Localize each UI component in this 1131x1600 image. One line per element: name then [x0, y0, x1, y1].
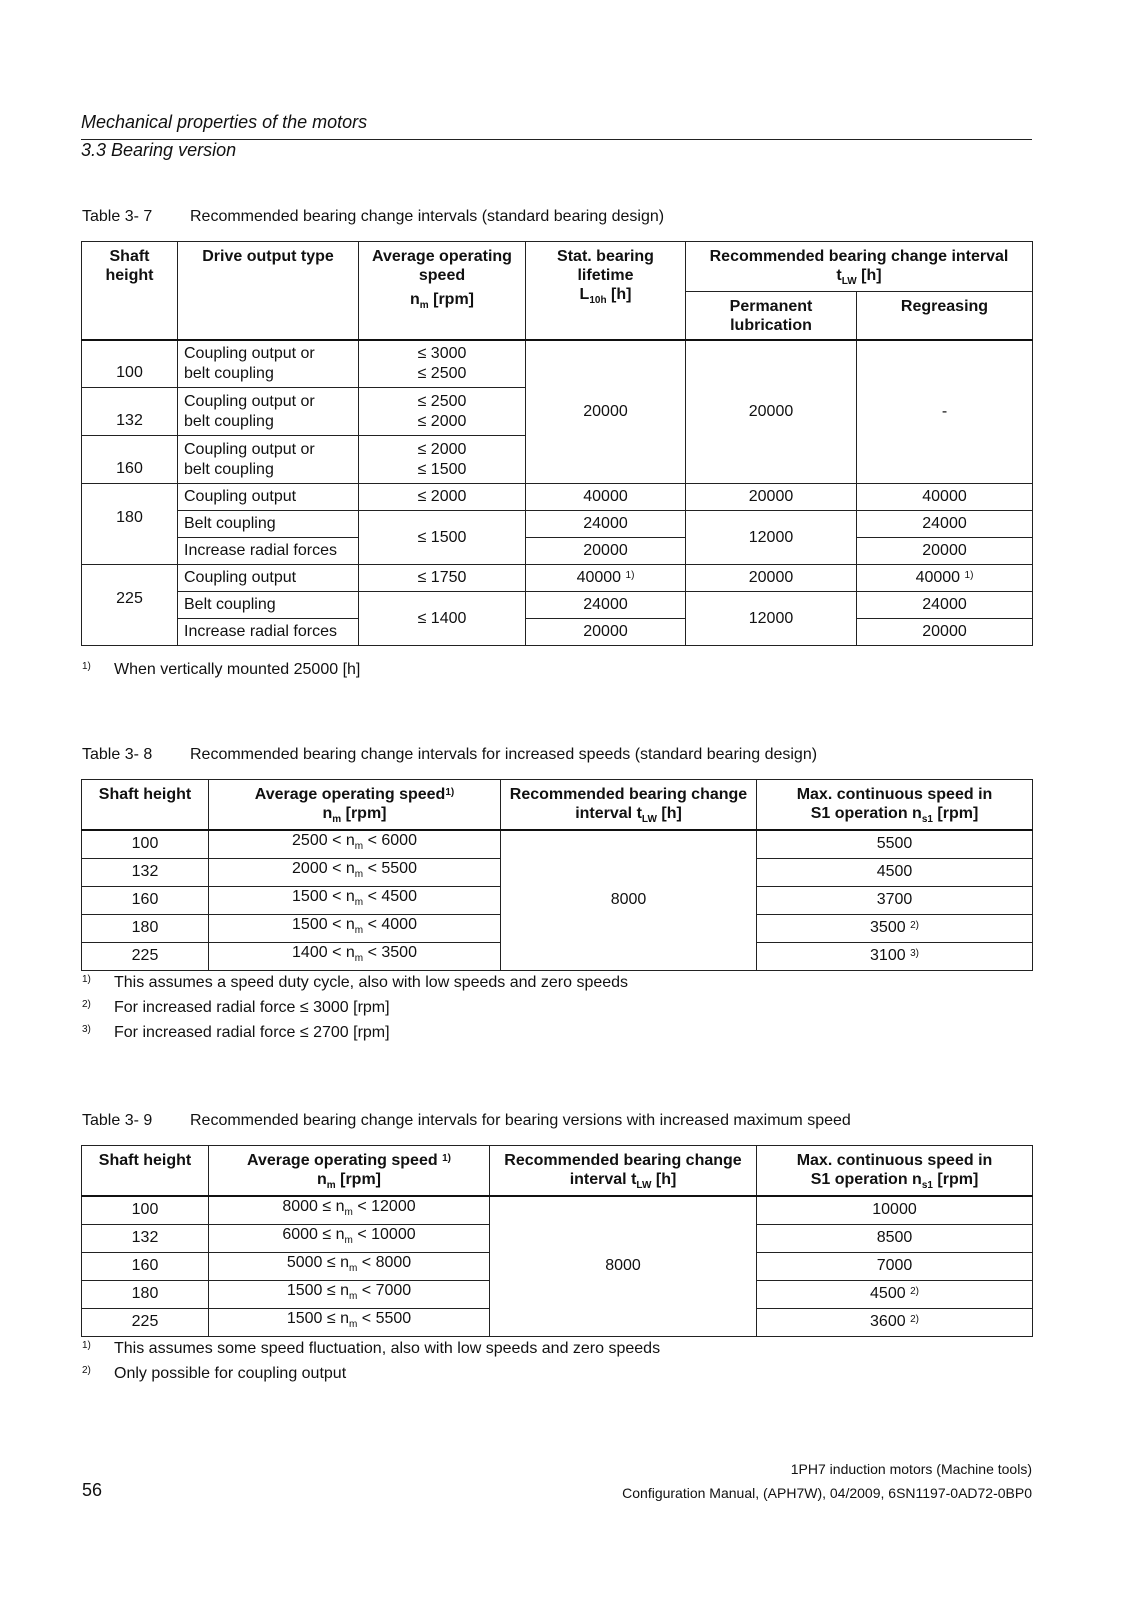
- t7-h-permanent: Permanent lubrication: [686, 292, 857, 340]
- footer-manual: Configuration Manual, (APH7W), 04/2009, 6SN1197-0AD72-0BP0: [622, 1485, 1032, 1501]
- table-row: 225 Coupling output ≤ 1750 40000 $^{1)}$ 20000 40000 $^{1)}$: [82, 565, 1033, 592]
- t7-h-regreasing: Regreasing: [857, 292, 1033, 340]
- table9-number: Table 3- 9: [82, 1112, 153, 1129]
- t7-h-interval: Recommended bearing change interval $t_{LW}$ [h]: [686, 242, 1033, 292]
- footer-product: 1PH7 induction motors (Machine tools): [790, 1461, 1032, 1477]
- t7-h-drive: Drive output type: [178, 242, 359, 340]
- table-row: 132 Coupling output or belt coupling ≤ 2500 ≤ 2000: [82, 388, 1033, 436]
- t9-interval-value: 8000: [490, 1196, 757, 1336]
- table8-title: Recommended bearing change intervals for increased speeds (standard bearing design): [190, 746, 818, 763]
- table-row: 160 Coupling output or belt coupling ≤ 2000 ≤ 1500: [82, 436, 1033, 484]
- table-row: Belt coupling ≤ 1400 24000 12000 24000: [82, 592, 1033, 619]
- table-row: Belt coupling ≤ 1500 24000 12000 24000: [82, 511, 1033, 538]
- table8-caption: [82, 746, 817, 764]
- t9-h-shaft: Shaft height: [82, 1146, 209, 1197]
- chapter-title: Mechanical properties of the motors: [81, 112, 368, 132]
- t9-h-speed: Average operating speed $^{1)}$ $n_m$ [rpm]: [209, 1146, 490, 1197]
- table9: [81, 1145, 1033, 1337]
- table8-footnote-3: 3) For increased radial force ≤ 2700 [rpm]: [82, 1024, 390, 1041]
- t8-h-shaft: Shaft height: [82, 780, 209, 831]
- table-row: 160 $5000 \le n_m < 8000$ 7000: [82, 1252, 1033, 1280]
- t9-h-interval: Recommended bearing change interval $t_{LW}$ [h]: [490, 1146, 757, 1197]
- table-row: 132 $6000 \le n_m < 10000$ 8500: [82, 1224, 1033, 1252]
- t7-merged-lifetime: 20000: [526, 340, 686, 484]
- t7-h-lifetime: Stat. bearing lifetime $L_{10h}$ [h]: [526, 242, 686, 340]
- t8-h-interval: Recommended bearing change interval $t_{LW}$ [h]: [501, 780, 757, 831]
- t9-h-max: Max. continuous speed in S1 operation $n_{s1}$ [rpm]: [757, 1146, 1033, 1197]
- table8-footnote-1: 1) This assumes a speed duty cycle, also with low speeds and zero speeds: [82, 974, 629, 991]
- table-row: 100 $8000 \le n_m < 12000$ 8000 10000: [82, 1196, 1033, 1224]
- table-row: Increase radial forces 20000 20000: [82, 538, 1033, 565]
- table-row: 160 $1500 < n_m < 4500$ 3700: [82, 886, 1033, 914]
- table9-caption: [82, 1112, 851, 1130]
- table7-footnote-1: 1) When vertically mounted 25000 [h]: [82, 661, 361, 678]
- t7-h-shaft: Shaft height: [82, 242, 178, 340]
- t7-merged-permanent: 20000: [686, 340, 857, 484]
- t8-h-max: Max. continuous speed in S1 operation $n_{s1}$ [rpm]: [757, 780, 1033, 831]
- page-number: 56: [82, 1480, 103, 1500]
- t7-h-speed: Average operating speed $n_m$ [rpm]: [359, 242, 526, 340]
- table9-title: Recommended bearing change intervals for bearing versions with increased maximum speed: [190, 1112, 851, 1129]
- t8-h-speed: Average operating speed$^{1)}$ $n_m$ [rpm]: [209, 780, 501, 831]
- table-row: 180 Coupling output ≤ 2000 40000 20000 40000: [82, 484, 1033, 511]
- table8: [81, 779, 1033, 971]
- table9-footnote-1: 1) This assumes some speed fluctuation, also with low speeds and zero speeds: [82, 1340, 661, 1357]
- section-title: 3.3 Bearing version: [81, 140, 237, 160]
- table8-number: Table 3- 8: [82, 746, 153, 763]
- table-row: 225 $1500 \le n_m < 5500$ 3600 $^{2)}$: [82, 1308, 1033, 1336]
- table-row: 100 $2500 < n_m < 6000$ 8000 5500: [82, 830, 1033, 858]
- table-row: Increase radial forces 20000 20000: [82, 619, 1033, 646]
- table7-number: Table 3- 7: [82, 208, 153, 225]
- table8-footnote-2: 2) For increased radial force ≤ 3000 [rpm]: [82, 999, 390, 1016]
- table-row: 100 Coupling output or belt coupling ≤ 3000 ≤ 2500 20000 20000 -: [82, 340, 1033, 388]
- table-row: 132 $2000 < n_m < 5500$ 4500: [82, 858, 1033, 886]
- table7: [81, 241, 1033, 646]
- t8-interval-value: 8000: [501, 830, 757, 970]
- table7-title: Recommended bearing change intervals (standard bearing design): [190, 208, 665, 225]
- table-row: 180 $1500 < n_m < 4000$ 3500 $^{2)}$: [82, 914, 1033, 942]
- table9-footnote-2: 2) Only possible for coupling output: [82, 1365, 347, 1382]
- table-row: 180 $1500 \le n_m < 7000$ 4500 $^{2)}$: [82, 1280, 1033, 1308]
- t7-merged-regreasing: -: [857, 340, 1033, 484]
- table7-caption: [82, 208, 664, 226]
- table-row: 225 $1400 < n_m < 3500$ 3100 $^{3)}$: [82, 942, 1033, 970]
